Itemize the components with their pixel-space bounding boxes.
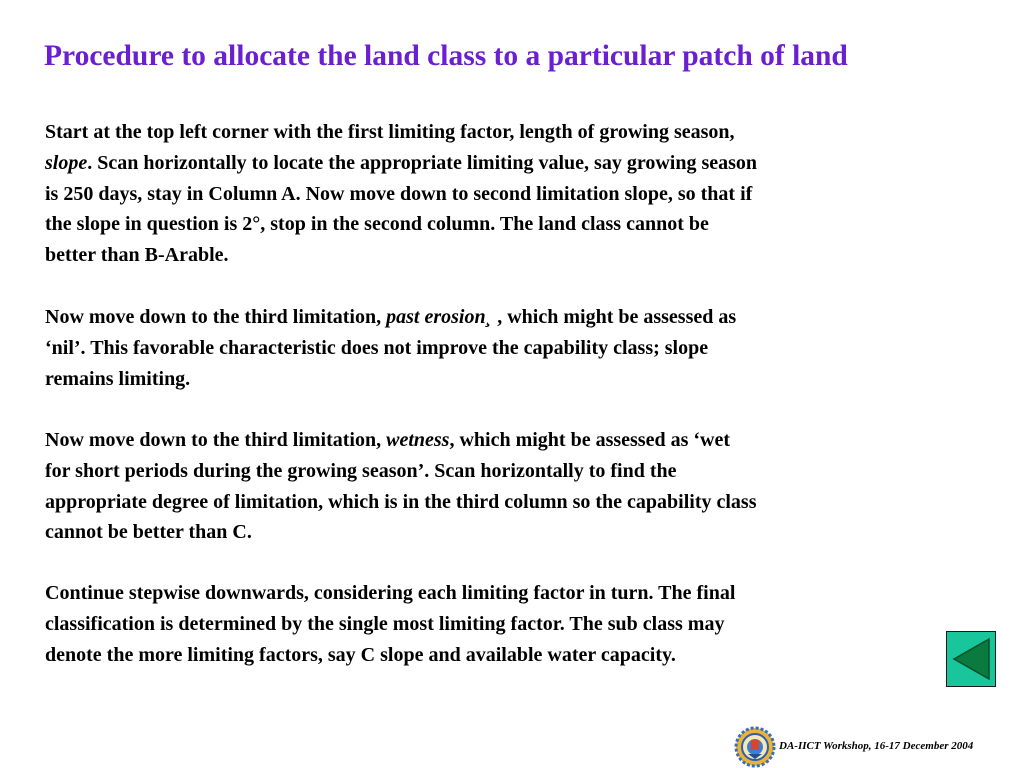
slide-title: Procedure to allocate the land class to a particular patch of land [44,40,848,72]
paragraph-line-text: , which might be assessed as ‘wet [449,429,731,451]
paragraph-start-procedure [45,117,975,271]
paragraph-line: Start at the top left corner with the first limiting factor, length of growing season, [45,121,735,143]
paragraph-past-erosion [45,302,975,394]
paragraph-line: for short periods during the growing season’. Scan horizontally to find the [45,459,677,482]
paragraph-conclusion [45,578,975,670]
paragraph-line: classification is determined by the single most limiting factor. The sub class may [45,612,725,635]
paragraph-line: better than B-Arable. [45,244,229,267]
emphasis-wetness: wetness [386,429,450,451]
emphasis-past-erosion: past erosion¸ [386,306,493,328]
paragraph-line-text: Now move down to the third limitation, [45,429,387,451]
paragraph-line: the slope in question is 2°, stop in the second column. The land class cannot be [45,213,709,236]
footer-text: DA-IICT Workshop, 16-17 December 2004 [779,740,974,752]
paragraph-line: is 250 days, stay in Column A. Now move down to second limitation slope, so that if [45,182,753,205]
paragraph-line [45,148,975,179]
back-triangle-icon [947,632,995,686]
paragraph-line: ‘nil’. This favorable characteristic does not improve the capability class; slope [45,336,709,359]
paragraph-line: Continue stepwise downwards, considering each limiting factor in turn. The final [45,582,736,604]
paragraph-line: cannot be better than C. [45,521,252,544]
paragraph-line-text: . Scan horizontally to locate the appropriate limiting value, say growing season [87,151,758,174]
paragraph-wetness [45,425,975,548]
paragraph-line [45,425,975,456]
paragraph-line [45,302,975,333]
paragraph-line-text: , which might be assessed as [492,306,737,328]
paragraph-line-text: Now move down to the third limitation, [45,306,387,328]
paragraph-line: remains limiting. [45,367,191,390]
institute-seal-icon [734,726,776,768]
paragraph-line: denote the more limiting factors, say C slope and available water capacity. [45,643,676,666]
back-button[interactable] [946,631,996,687]
emphasis-slope: slope [45,151,88,174]
paragraph-line: appropriate degree of limitation, which is in the third column so the capability class [45,490,757,513]
